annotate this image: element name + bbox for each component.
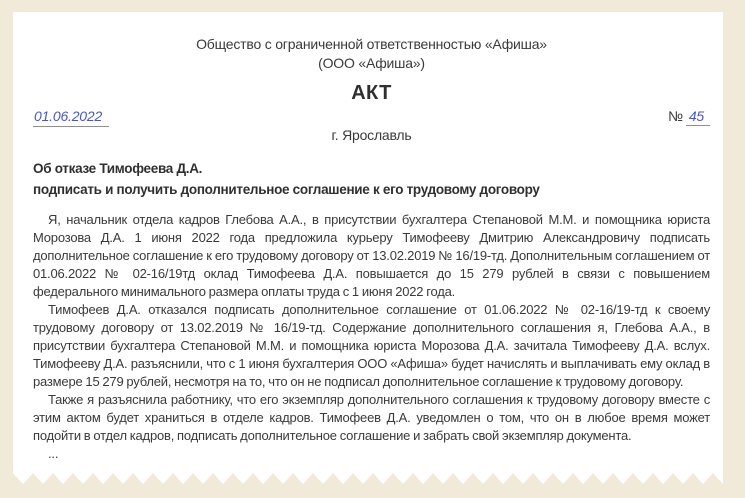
number-group	[668, 108, 710, 125]
paragraph-3: Также я разъяснила работнику, что его экземпляр дополнительного соглашения к трудовому договору вместе с этим актом будет храниться в отделе кадров. Тимофеев Д.А. уведомлен о том, что он в любое время может подойти в отдел кадров, подписать дополнительное соглашение и забрать свой экземпляр документа.	[33, 392, 710, 443]
date-field: 01.06.2022	[33, 108, 109, 127]
subject-block	[33, 158, 710, 200]
paragraph-1: Я, начальник отдела кадров Глебова А.А., в присутствии бухгалтера Степановой М.М. и помощника юриста Морозова Д.А. 1 июня 2022 года предложила курьеру Тимофееву Дмитрию Александровичу подписать дополнительное соглашение к его трудовому договору от 13.02.2019 № 16/19-тд. Дополнительным соглашением от 01.06.2022 № 02-16/19тд оклад Тимофеева Д.А. повышается до 15 279 рублей в связи с повышением федерального минимального размера оплаты труда с 1 июня 2022 года.	[33, 212, 710, 299]
document-title: АКТ	[351, 82, 392, 104]
torn-edge-zigzag	[13, 473, 723, 484]
subject-line1: Об отказе Тимофеева Д.А.	[33, 161, 203, 176]
number-value: 45	[686, 108, 710, 126]
ellipsis-line: ...	[48, 446, 59, 461]
org-name-line2: (ООО «Афиша»)	[318, 55, 425, 71]
number-label: №	[667, 108, 683, 124]
paragraph-2: Тимофеев Д.А. отказался подписать дополнительное соглашение от 01.06.2022 № 02-16/19-тд к своему трудовому договору от 13.02.2019 № 16/19-тд. Содержание дополнительного соглашения я, Глебова А.А., в присутствии бухгалтера Степановой М.М. и помощника юриста Морозова Д.А. зачитала Тимофееву Д.А. вслух. Тимофееву Д.А. разъяснили, что с 1 июня бухгалтерия ООО «Афиша» будет начислять и выплачивать ему оклад в размере 15 279 рублей, несмотря на то, что он не подписал дополнительное соглашение к трудовому договору.	[33, 302, 710, 389]
meta-row	[33, 108, 710, 127]
city-line: г. Ярославль	[331, 127, 412, 143]
org-name-line1: Общество с ограниченной ответственностью «Афиша»	[196, 36, 547, 52]
subject-line2: подписать и получить дополнительное соглашение к его трудовому договору	[33, 182, 540, 197]
document-page	[13, 12, 723, 473]
